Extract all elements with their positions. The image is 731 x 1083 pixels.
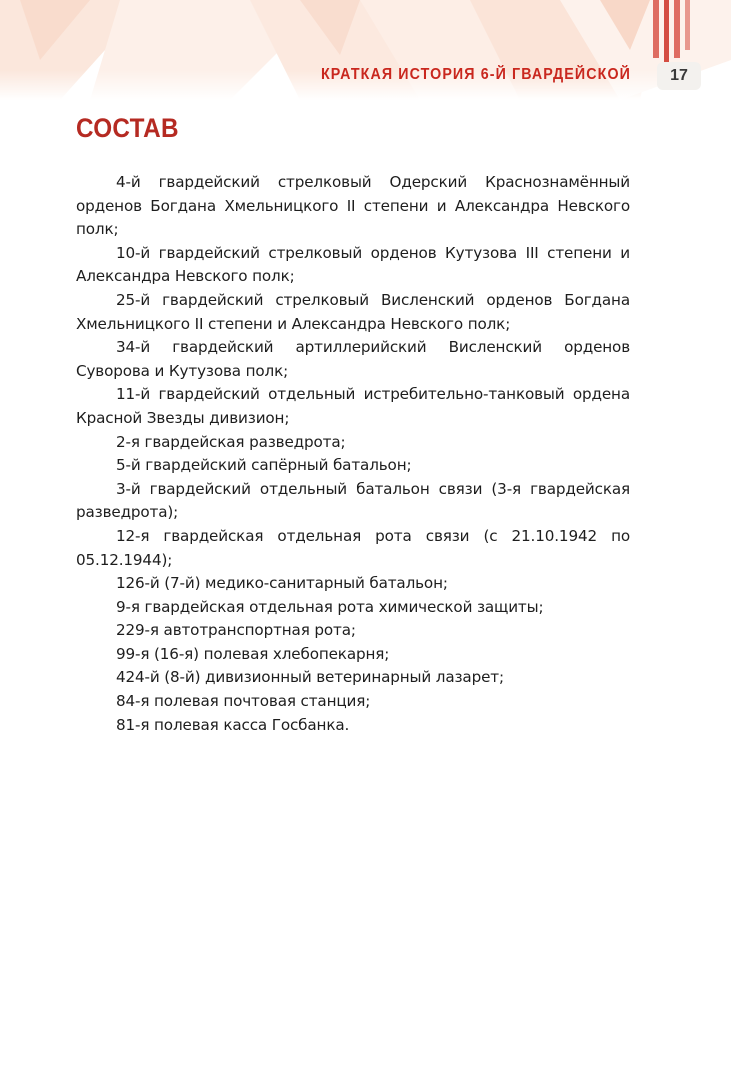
list-item: 4-й гвардейский стрелковый Одерский Краснознамённый орденов Богдана Хмельницкого II степени и Александра Невского полк; [76,173,630,239]
list-item: 11-й гвардейский отдельный истребительно-танковый ордена Красной Звезды дивизион; [76,385,630,427]
list-item: 99-я (16-я) полевая хлебопекарня; [116,644,390,663]
unit-composition-list [76,171,630,737]
list-item: 424-й (8-й) дивизионный ветеринарный лазарет; [116,668,504,687]
list-item: 10-й гвардейский стрелковый орденов Кутузова III степени и Александра Невского полк; [76,243,630,286]
header-decoration [0,0,731,100]
list-item: 229-я автотранспортная рота; [116,621,356,640]
list-item: 3-й гвардейский отдельный батальон связи (3-я гвардейская разведрота); [76,479,630,522]
list-item: 25-й гвардейский стрелковый Висленский орденов Богдана Хмельницкого II степени и Александра Невского полк; [76,290,630,333]
section-title: СОСТАВ [76,113,179,143]
list-item: 126-й (7-й) медико-санитарный батальон; [116,574,448,593]
running-header-title: КРАТКАЯ ИСТОРИЯ 6-Й ГВАРДЕЙСКОЙ [320,66,631,83]
list-item: 84-я полевая почтовая станция; [116,692,371,711]
header-pattern [0,0,731,100]
list-item: 9-я гвардейская отдельная рота химической защиты; [116,597,544,616]
list-item: 5-й гвардейский сапёрный батальон; [116,456,412,475]
page-number: 17 [657,62,701,90]
list-item: 12-я гвардейская отдельная рота связи (с 21.10.1942 по 05.12.1944); [76,526,630,569]
list-item: 81-я полевая касса Госбанка. [116,715,350,734]
list-item: 34-й гвардейский артиллерийский Висленский орденов Суворова и Кутузова полк; [76,338,630,380]
list-item: 2-я гвардейская разведрота; [116,432,346,451]
